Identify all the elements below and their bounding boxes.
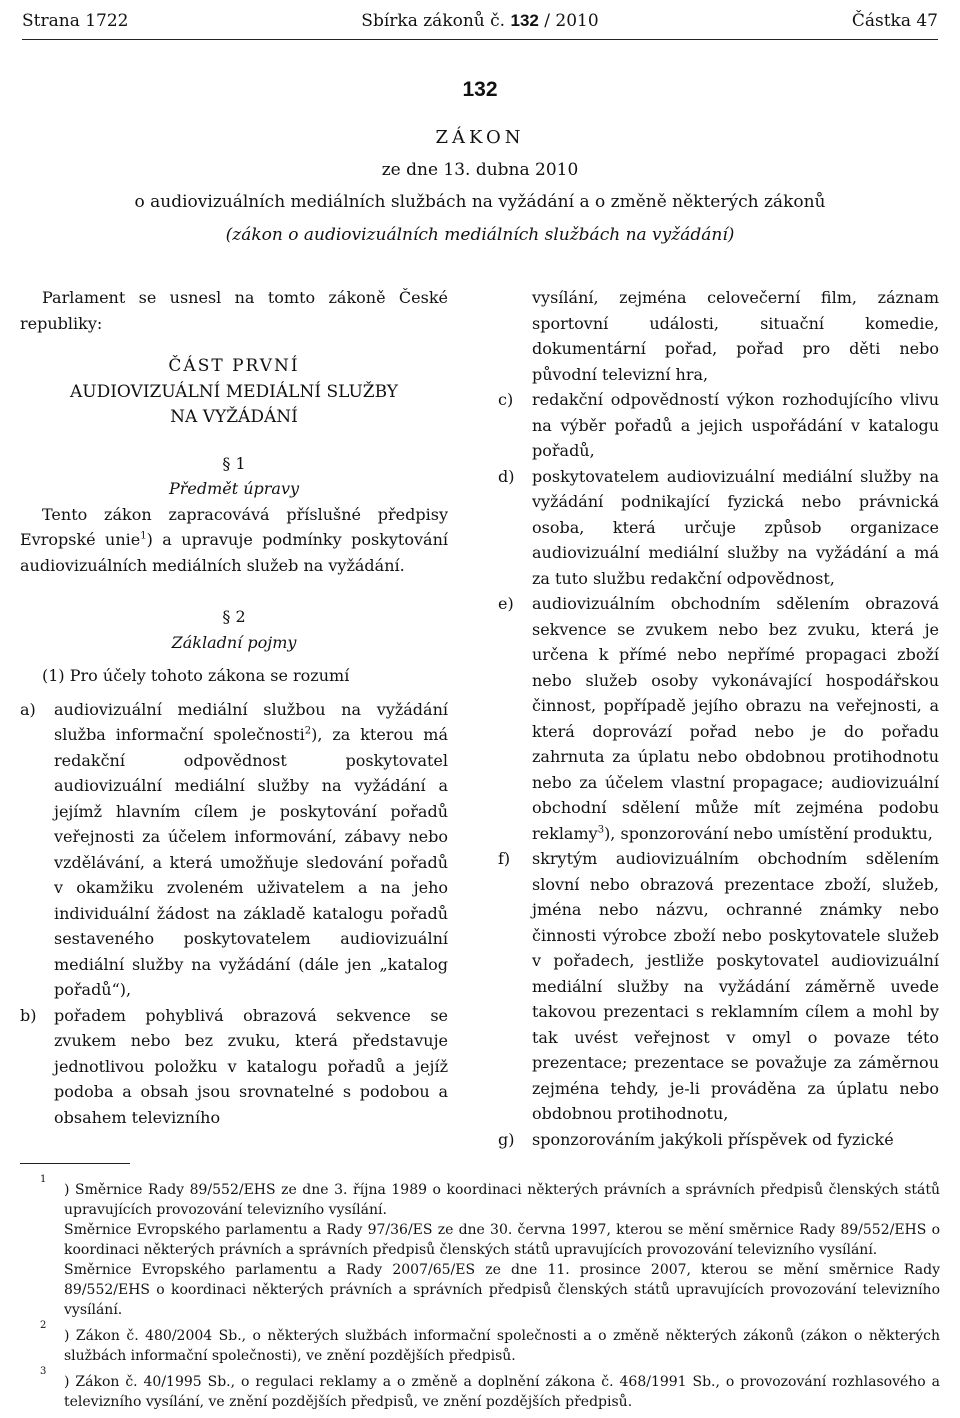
definition-item-d xyxy=(498,464,939,592)
item-label: f) xyxy=(498,849,511,868)
section-1-mark: § 1 xyxy=(222,453,246,473)
preamble: Parlament se usnesl na tomto zákoně České republiky: xyxy=(20,288,448,333)
definition-item-e xyxy=(498,591,939,846)
collection-number: 132 xyxy=(510,11,539,30)
right-column xyxy=(498,285,939,1152)
footnote-ref-1[interactable]: 1 xyxy=(140,530,147,542)
footnote-2: 2 ) Zákon č. 480/2004 Sb., o některých službách informační společnosti a o změně některých zákonů (zákon o některých službách informační společnosti), ve znění pozdějších předpisů. xyxy=(40,1320,940,1364)
item-d-text: poskytovatelem audiovizuální mediální služby na vyžádání podnikající fyzická nebo právnická osoba, která určuje způsob organizace audiovizuální mediální služby na vyžádání a má za tuto službu redakční odpovědnost, xyxy=(532,466,939,588)
section-2-mark: § 2 xyxy=(222,607,246,626)
footnote-line: ) Zákon č. 40/1995 Sb., o regulaci reklamy a o změně a doplnění zákona č. 468/1991 Sb., o provozování rozhlasového a televizního vysílání, ve znění pozdějších předpisů, ve znění pozdějších předpisů. xyxy=(64,1374,940,1410)
left-column xyxy=(20,285,448,1130)
item-label: c) xyxy=(498,390,514,409)
footnote-ref-2[interactable]: 2 xyxy=(304,725,312,737)
footnote-line: Směrnice Evropského parlamentu a Rady 2007/65/ES ze dne 11. prosince 2007, kterou se mění směrnice Rady 89/552/EHS o koordinaci některých právních a správních předpisů členských států upravujících provozování televizního vysílání. xyxy=(64,1262,940,1318)
item-label: a) xyxy=(20,699,36,719)
running-header xyxy=(22,6,938,36)
collection-reference xyxy=(22,6,938,36)
definition-item-a xyxy=(20,697,448,1003)
item-g-text: sponzorováním jakýkoli příspěvek od fyzické xyxy=(532,1129,894,1149)
footnote-line: ) Směrnice Rady 89/552/EHS ze dne 3. října 1989 o koordinaci některých právních a správních předpisů členských států upravujících provozování televizního vysílání. xyxy=(64,1182,940,1218)
footnote-3: 3 ) Zákon č. 40/1995 Sb., o regulaci reklamy a o změně a doplnění zákona č. 468/1991 Sb., o provozování rozhlasového a televizního vysílání, ve znění pozdějších předpisů, ve znění pozdějších předpisů. xyxy=(40,1366,940,1410)
section-1-text-a: Tento zákon zapracovává příslušné předpisy Evropské unie xyxy=(20,504,448,549)
item-label: e) xyxy=(498,594,514,613)
footnote-ref-3[interactable]: 3 xyxy=(597,824,605,836)
item-a-text-2: ), za kterou má redakční odpovědnost poskytovatel audiovizuální mediální služby na vyžádání a jejímž hlavním cílem je poskytování pořadů veřejnosti za účelem informování, zábavy nebo vzdělávání, a která umožňuje sledování pořadů v okamžiku zvoleném uživatelem a na jeho individuální žádost na základě katalogu pořadů sestaveného poskytovatelem audiovizuální mediální služby na vyžádání (dále jen „katalog pořadů“), xyxy=(54,725,449,999)
definition-item-f xyxy=(498,846,939,1127)
item-e-text-2: ), sponzorování nebo umístění produktu, xyxy=(604,823,933,843)
definition-item-b xyxy=(20,1003,448,1131)
law-number: 132 xyxy=(462,78,498,101)
section-1-text-b: ) a upravuje podmínky poskytování audiovizuálních mediálních služeb na vyžádání. xyxy=(20,530,448,575)
item-a-text-1: audiovizuální mediální službou na vyžádání služba informační společnosti xyxy=(54,699,448,744)
law-short-title: (zákon o audiovizuálních mediálních službách na vyžádání) xyxy=(225,225,735,245)
header-divider xyxy=(22,39,938,40)
law-title: o audiovizuálních mediálních službách na vyžádání a o změně některých zákonů xyxy=(134,192,826,212)
section-2-intro: (1) Pro účely tohoto zákona se rozumí xyxy=(42,666,350,685)
item-label: d) xyxy=(498,466,515,486)
section-2-title: Základní pojmy xyxy=(171,632,297,652)
definition-item-c xyxy=(498,387,939,464)
definition-item-g xyxy=(498,1127,939,1153)
issue-number: Částka 47 xyxy=(851,11,938,31)
section-1-title: Předmět úpravy xyxy=(168,479,300,498)
item-label: g) xyxy=(498,1129,515,1149)
section-1-text xyxy=(20,502,448,579)
footnote-line: ) Zákon č. 480/2004 Sb., o některých službách informační společnosti a o změně některých zákonů (zákon o některých službách informační společnosti), ve znění pozdějších předpisů. xyxy=(64,1328,940,1364)
law-date: ze dne 13. dubna 2010 xyxy=(381,160,579,180)
item-label: b) xyxy=(20,1005,37,1025)
page-number: Strana 1722 xyxy=(22,11,129,31)
footnote-1: 1 ) Směrnice Rady 89/552/EHS ze dne 3. října 1989 o koordinaci některých právních a správních předpisů členských států upravujících provozování televizního vysílání. Směrnice Evropského parlamentu a Rady 97/36/ES ze dne 30. června 1997, kterou se mění směrnice Rady 89/552/EHS o koordinaci některých právních a správních předpisů členských států upravujících provozování televizního vysílání. Směrnice Evropského parlamentu a Rady 2007/65/ES ze dne 11. prosince 2007, kterou se mění směrnice Rady 89/552/EHS o koordinaci některých právních a správních předpisů členských států upravujících provozování televizního vysílání. xyxy=(40,1174,940,1318)
footnote-divider xyxy=(20,1163,130,1164)
part-title: ČÁST PRVNÍ xyxy=(168,356,300,376)
footnotes xyxy=(20,1174,940,1418)
item-b-continuation: vysílání, zejména celovečerní film, záznam sportovní události, situační komedie, dokumentární pořad, pořad pro děti nebo původní televizní hra, xyxy=(532,288,939,384)
item-b-text: pořadem pohyblivá obrazová sekvence se zvukem nebo bez zvuku, která představuje jednotlivou položku v katalogu pořadů a jejíž podoba a obsah jsou srovnatelné s podobou a obsahem televizního xyxy=(54,1005,448,1127)
law-type: ZÁKON xyxy=(435,127,525,148)
item-e-text-1: audiovizuálním obchodním sdělením obrazová sekvence se zvukem nebo bez zvuku, která je určena k přímé nebo nepřímé propagaci zboží nebo služeb osoby vykonávající hospodářskou činnost, popřípadě jejího obrazu na veřejnosti, a která doprovází pořad nebo je do pořadu zahrnuta za úplatu nebo obdobnou protihodnotu nebo za účelem vlastní propagace; audiovizuální obchodní sdělení může mít zejména podobu reklamy xyxy=(532,594,939,843)
definition-item-b-continued xyxy=(498,285,939,387)
item-c-text: redakční odpovědností výkon rozhodujícího vlivu na výběr pořadů a jejich uspořádání v katalogu pořadů, xyxy=(532,390,939,460)
footnote-line: Směrnice Evropského parlamentu a Rady 97/36/ES ze dne 30. června 1997, kterou se mění směrnice Rady 89/552/EHS o koordinaci některých právních a správních předpisů členských států upravujících provozování televizního vysílání. xyxy=(64,1222,940,1258)
part-heading-line-2: NA VYŽÁDÁNÍ xyxy=(170,407,298,427)
item-f-text: skrytým audiovizuálním obchodním sdělením slovní nebo obrazová prezentace zboží, služeb, jména nebo názvu, ochranné známky nebo činnosti výrobce zboží nebo poskytovatele služeb v pořadech, jestliže poskytovatel audiovizuální mediální služby na vyžádání záměrně uvede takovou prezentaci s reklamním cílem a mohl by tak uvést veřejnost v omyl o povaze této prezentace; prezentace se považuje za záměrnou zejména tehdy, je-li prováděna za úplatu nebo obdobnou protihodnotu, xyxy=(532,849,939,1123)
collection-suffix: / 2010 xyxy=(544,11,599,31)
collection-prefix: Sbírka zákonů č. xyxy=(361,11,506,31)
part-heading-line-1: AUDIOVIZUÁLNÍ MEDIÁLNÍ SLUŽBY xyxy=(69,381,399,402)
